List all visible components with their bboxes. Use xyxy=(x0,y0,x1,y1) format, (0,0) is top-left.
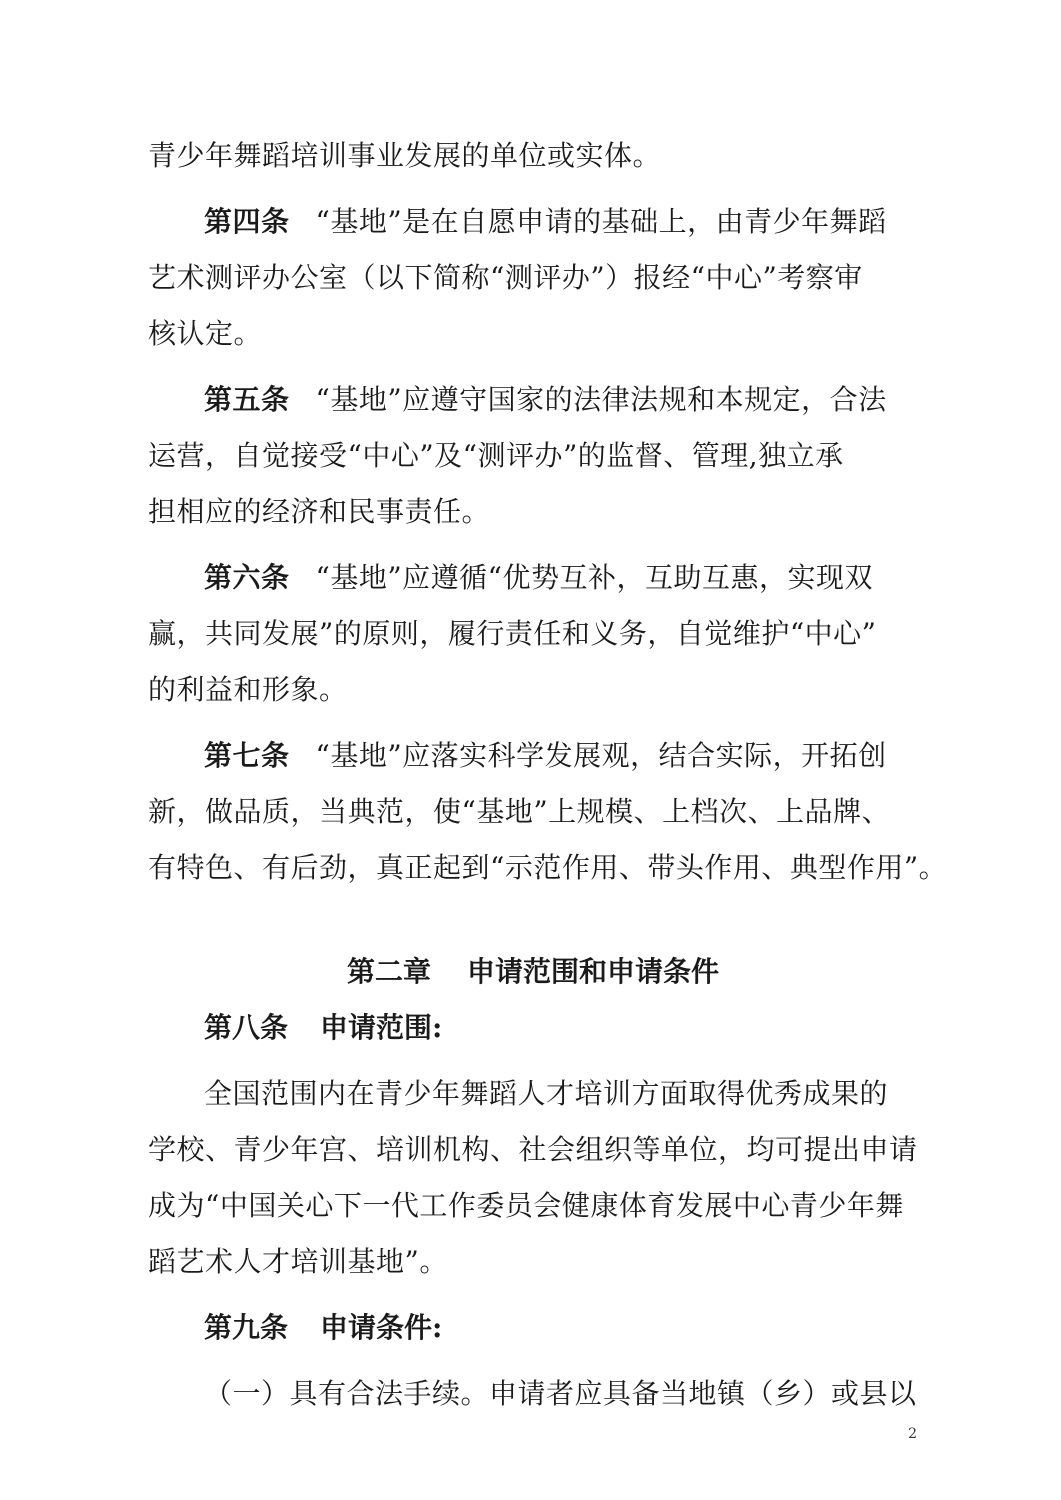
article-5-label: 第五条 xyxy=(204,383,290,416)
text-line: 运营，自觉接受“中心”及“测评办”的监督、管理,独立承 xyxy=(148,439,844,472)
article-4-text: “基地”是在自愿申请的基础上，由青少年舞蹈 xyxy=(315,205,887,238)
text-line: 艺术测评办公室（以下简称“测评办”）报经“中心”考察审 xyxy=(148,261,863,294)
article-9-label: 第九条 xyxy=(204,1311,289,1344)
article-7 xyxy=(148,728,948,896)
article-9-heading xyxy=(148,1300,918,1356)
chapter-number: 第二章 xyxy=(346,955,431,988)
text-line xyxy=(148,550,918,606)
text-line: 学校、青少年宫、培训机构、社会组织等单位，均可提出申请 xyxy=(148,1133,918,1166)
text-line: 青少年舞蹈培训事业发展的单位或实体。 xyxy=(148,139,662,172)
article-9-title: 申请条件: xyxy=(320,1311,443,1344)
text-line xyxy=(148,728,918,784)
article-6 xyxy=(148,550,918,718)
text-line: 蹈艺术人才培训基地”。 xyxy=(148,1245,448,1278)
chapter-heading xyxy=(148,944,918,1000)
text-line: 担相应的经济和民事责任。 xyxy=(148,495,491,528)
article-4 xyxy=(148,194,918,362)
chapter-title: 申请范围和申请条件 xyxy=(467,955,720,988)
text-line: 有特色、有后劲，真正起到“示范作用、带头作用、典型作用”。 xyxy=(148,851,948,884)
article-6-text: “基地”应遵循“优势互补，互助互惠，实现双 xyxy=(315,561,873,594)
article-8-label: 第八条 xyxy=(204,1011,289,1044)
text-line xyxy=(148,372,918,428)
text-line: 成为“中国关心下一代工作委员会健康体育发展中心青少年舞 xyxy=(148,1189,904,1222)
text-line: 全国范围内在青少年舞蹈人才培训方面取得优秀成果的 xyxy=(204,1077,889,1110)
text-line: 核认定。 xyxy=(148,317,263,350)
article-7-label: 第七条 xyxy=(204,739,290,772)
article-5 xyxy=(148,372,918,540)
document-body xyxy=(148,128,948,1422)
article-8-body xyxy=(148,1066,918,1290)
paragraph-continuation xyxy=(148,128,918,184)
page-number: 2 xyxy=(908,1426,917,1442)
text-line: 赢，共同发展”的原则，履行责任和义务，自觉维护“中心” xyxy=(148,617,877,650)
article-7-text: “基地”应落实科学发展观，结合实际，开拓创 xyxy=(315,739,887,772)
text-line: 新，做品质，当典范，使“基地”上规模、上档次、上品牌、 xyxy=(148,795,891,828)
article-8-title: 申请范围: xyxy=(320,1011,443,1044)
article-6-label: 第六条 xyxy=(204,561,290,594)
text-line: 的利益和形象。 xyxy=(148,673,348,706)
text-line: （一）具有合法手续。申请者应具备当地镇（乡）或县以 xyxy=(204,1377,917,1410)
text-line xyxy=(148,194,918,250)
article-4-label: 第四条 xyxy=(204,205,290,238)
article-8-heading xyxy=(148,1000,918,1056)
article-5-text: “基地”应遵守国家的法律法规和本规定，合法 xyxy=(315,383,887,416)
article-9-body xyxy=(148,1366,918,1422)
